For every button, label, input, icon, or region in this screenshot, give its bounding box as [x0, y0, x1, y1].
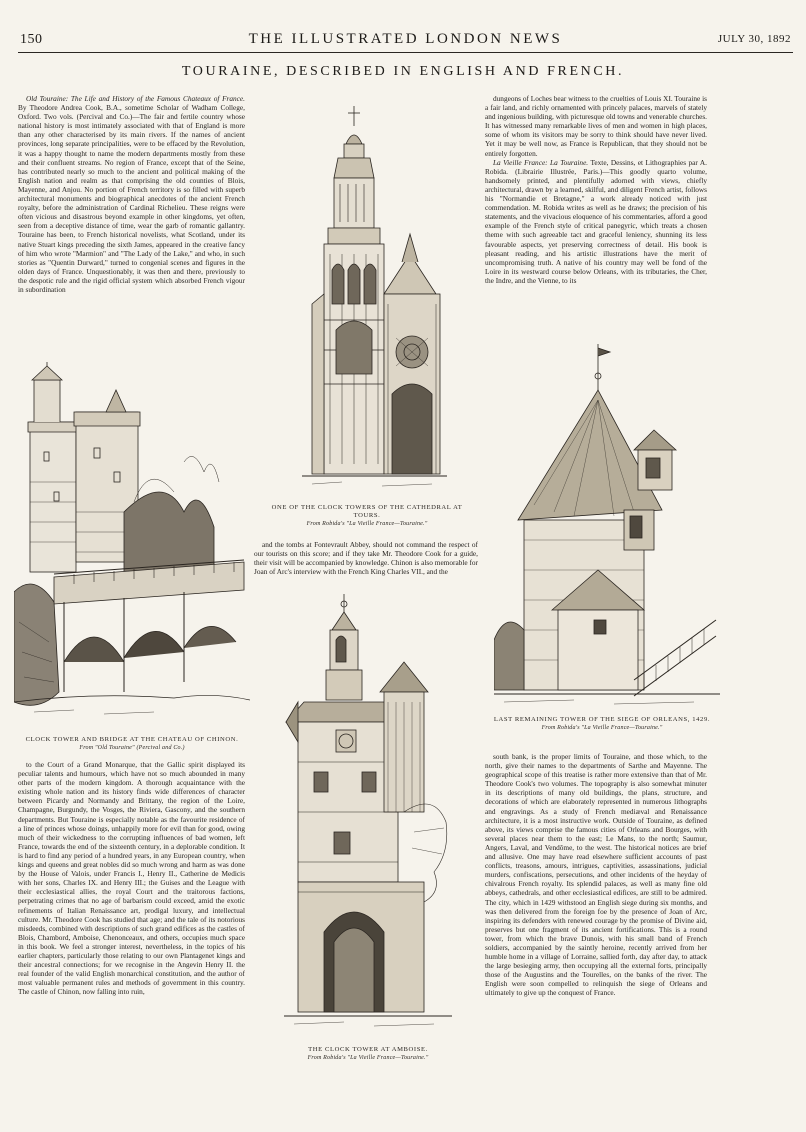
orleans-caption	[482, 716, 722, 732]
issue-date: JULY 30, 1892	[717, 33, 791, 45]
amboise-caption	[268, 1046, 468, 1062]
amboise-credit: From Robida's "La Vieille France—Touraine."	[307, 1055, 429, 1062]
middle-top-text: and the tombs at Fontevrault Abbey, should not command the respect of our tourists on this score; and if they take Mr. Theodore Cook for a guide, their visit will be accompanied by knowledge. Chinon is also memorable for Joan of Arc's interview with the French King Charles VII., and the	[254, 540, 478, 577]
cathedral-caption	[258, 504, 476, 529]
right-column-bottom	[485, 752, 707, 1122]
orleans-illustration	[494, 340, 720, 712]
cathedral-drawing	[282, 104, 452, 494]
book-title-old-touraine: Old Touraine: The Life and History of the Famous Chateaux of France.	[26, 94, 245, 103]
left-column-top	[18, 94, 245, 356]
right-column-top	[485, 94, 707, 350]
chinon-credit: From "Old Touraine" (Percival and Co.)	[79, 745, 185, 752]
cathedral-illustration	[282, 104, 452, 494]
chinon-illustration	[14, 362, 250, 730]
publication-title: THE ILLUSTRATED LONDON NEWS	[248, 31, 563, 47]
chinon-caption	[14, 736, 250, 752]
right-top-text-1: dungeons of Loches bear witness to the cruelties of Louis XI. Touraine is a fair land, and richly ornamented with princely palaces, marvels of stately and ingenious building, with picturesque old towns and venerable churches. It has witnessed many remarkable lives of men and women in high places, some of whom its visitors may be sorry to think should have never lived. Yet it may be well now, as France is Republican, that they should not be entirely forgotten.	[485, 94, 707, 158]
chinon-drawing	[14, 362, 250, 730]
orleans-drawing	[494, 340, 720, 712]
orleans-caption-text: LAST REMAINING TOWER OF THE SIEGE OF ORLEANS, 1429.	[493, 716, 711, 723]
left-bottom-text: to the Court of a Grand Monarque, that the Gallic spirit displayed its peculiar talents and humours, which have not so much abounded in many other parts of the modern kingdom. A thorough acquaintance with the existing whole nation and its history finds wide differences of character between Picardy and Normandy and Brittany, the region of the Loire, Champagne, Burgundy, the Vosges, the Riviera, Gascony, and the southern departments. But Touraine is especially notable as the favourite residence of a line of princes whose doings, unhappily more for evil than for good, owing much of their wickedness to the corrupting influences of bad women, left France, towards the end of the sixteenth century, in a deplorable condition. It is hard to find any period of a hundred years, in any European country, when kings and queens and great nobles did so much wrong and harm as was done by the House of Valois, under Francis I., Henry II., Catherine de Medicis with her sons, Charles IX. and Henry III.; the Guises and the League with their ecclesiastical allies, the royal Court and the traitorous factions, perpetrating crimes that no age of barbarism could exceed, amid the exotic refinements of Italian Renaissance art, prodigal luxury, and intellectual culture. Mr. Theodore Cook has studied that age; and the tale of its notorious misdeeds, combined with descriptions of such grand edifices as the castles of Blois, Chambord, Amboise, Chenonceaux, and others, occupies much space in this book. We feel a stronger interest, nevertheless, in the topics of his earlier chapters, particularly those relating to our own Plantagenet kings and their ancestral connections; for we recognise in the Angevin Henry II. the real founder of the valid English monarchical constitution, and the author of most valuable permanent rules and methods of government in this country. The castle of Chinon, now falling into ruin,	[18, 760, 245, 997]
left-top-text: By Theodore Andrea Cook, B.A., sometime Scholar of Wadham College, Oxford. Two vols. (Percival and Co.)—The fair and fertile country whose national history is most intimately associated with that of England is more than any other characterised by its main rivers. If the names of ancient provinces, long separate principalities, were to be effaced by the Revolution, it was a happy thought to name the modern departments mostly from these and their confluent streams. No region of France, except that of the Seine, has contributed nearly so much to the ancient and political making of the English nation and realm as that comprising the old counties of Blois, Mayenne, and Anjou. No portion of French territory is so filled with superb architectural monuments and biographical anecdotes of the ancient French royalty, before the administration of Cardinal Richelieu. These reigns were often vicious and disastrous beyond example in other kingdoms, yet often, seen from a deceptive distance of time, wear the garb of romantic gallantry. Touraine has been, to French historical novelists, what Scotland, under its native Stuart kings preceding the sixth James, appeared in the creative fancy of him who wrote "Marmion" and "The Lady of the Lake," and who, in such stories as "Quentin Durward," turned to congenial scenes and figures in the olden days of France. Unquestionably, it was then and there, previously to the despotic rule and the rigid official system which absorbed French vigour in subordination	[18, 103, 245, 294]
left-column-bottom	[18, 760, 245, 1122]
amboise-illustration	[284, 592, 452, 1038]
masthead	[18, 30, 793, 53]
article-headline: TOURAINE, DESCRIBED IN ENGLISH AND FRENCH.	[181, 64, 625, 79]
chinon-caption-text: CLOCK TOWER AND BRIDGE AT THE CHATEAU OF CHINON.	[25, 736, 239, 743]
middle-column-top	[254, 540, 478, 586]
orleans-credit: From Robida's "La Vieille France—Touraine."	[541, 725, 663, 732]
cathedral-caption-text: ONE OF THE CLOCK TOWERS OF THE CATHEDRAL AT TOURS.	[271, 504, 463, 520]
amboise-drawing	[284, 592, 452, 1038]
amboise-caption-text: THE CLOCK TOWER AT AMBOISE.	[308, 1046, 428, 1053]
right-bottom-text: south bank, is the proper limits of Touraine, and those which, to the north, give their names to the departments of Sarthe and Mayenne. The geographical scope of this treatise is rather more extensive than that of Mr. Theodore Cook's two volumes. The topography is also somewhat minuter in its descriptions of many old buildings, the plans, structure, and decorations of which are elaborately represented in numerous lithographs and engravings. As a study of French mediæval and Renaissance architecture, it is a most instructive work. Outside of Touraine, as defined above, its views comprise the famous cities of Orleans and Bourges, with several places near them to the east; Le Mans, to the north; Saumur, Angers, Laval, and Vendôme, to the west. The historical notices are brief and allusive. One may have read elsewhere sufficient accounts of past conflicts, treasons, amours, intrigues, captivities, assassinations, judicial murders, confiscations, persecutions, and other incidents of the heyday of chivalrous French royalty. Its splendid palaces, as well as many fine old abbeys, cathedrals, and other ecclesiastical edifices, are still to be admired. The city, which in 1429 withstood an English siege during six months, and was then delivered from the foreign foe by the presence of Joan of Arc, inspiring its defenders with renewed courage by the promise of Divine aid, preserves but one fragment of its ancient fortifications. This is a round tower, from which the brave Dunois, with his small band of French soldiers, accompanied by the saintly heroine, recently arrived from her humble home in a village of Lorraine, sallied forth, day after day, to attack the large besieging army, then occupying all the external forts, principally those of the Augustins and the Tourelles, on the banks of the river. The English were soon compelled to relinquish the siege of Orleans and ultimately to give up the conquest of France.	[485, 752, 707, 998]
cathedral-credit: From Robida's "La Vieille France—Touraine."	[306, 521, 428, 528]
right-top-text-2: Texte, Dessins, et Lithographies par A. Robida. (Librairie Illustrée, Paris.)—This goodly quarto volume, handsomely printed, and plentifully adorned with views, chiefly architectural, drawn by a learned, skilful, and diligent French artist, follows his "Normandie et Bretagne," a work already noticed with just commendation. M. Robida writes as well as he draws; the precision of his statements, and the vivacious eloquence of his commentaries, afford a good example of the French style of critical panegyric, which treats a chosen theme with such agreeable tact and graceful leniency, shunning its less favourable aspects, yet preserving correctness of detail. His book is pleasant reading, and his artistic illustrations have the merit of uncompromising truth. A native of his country may well be fond of the Loire in its westward course below Orleans, with its tributaries, the Cher, the Indre, and the Vienne, to its	[485, 157, 707, 285]
page-number: 150	[20, 32, 43, 47]
book-title-vieille-france: La Vieille France: La Touraine.	[493, 157, 589, 167]
